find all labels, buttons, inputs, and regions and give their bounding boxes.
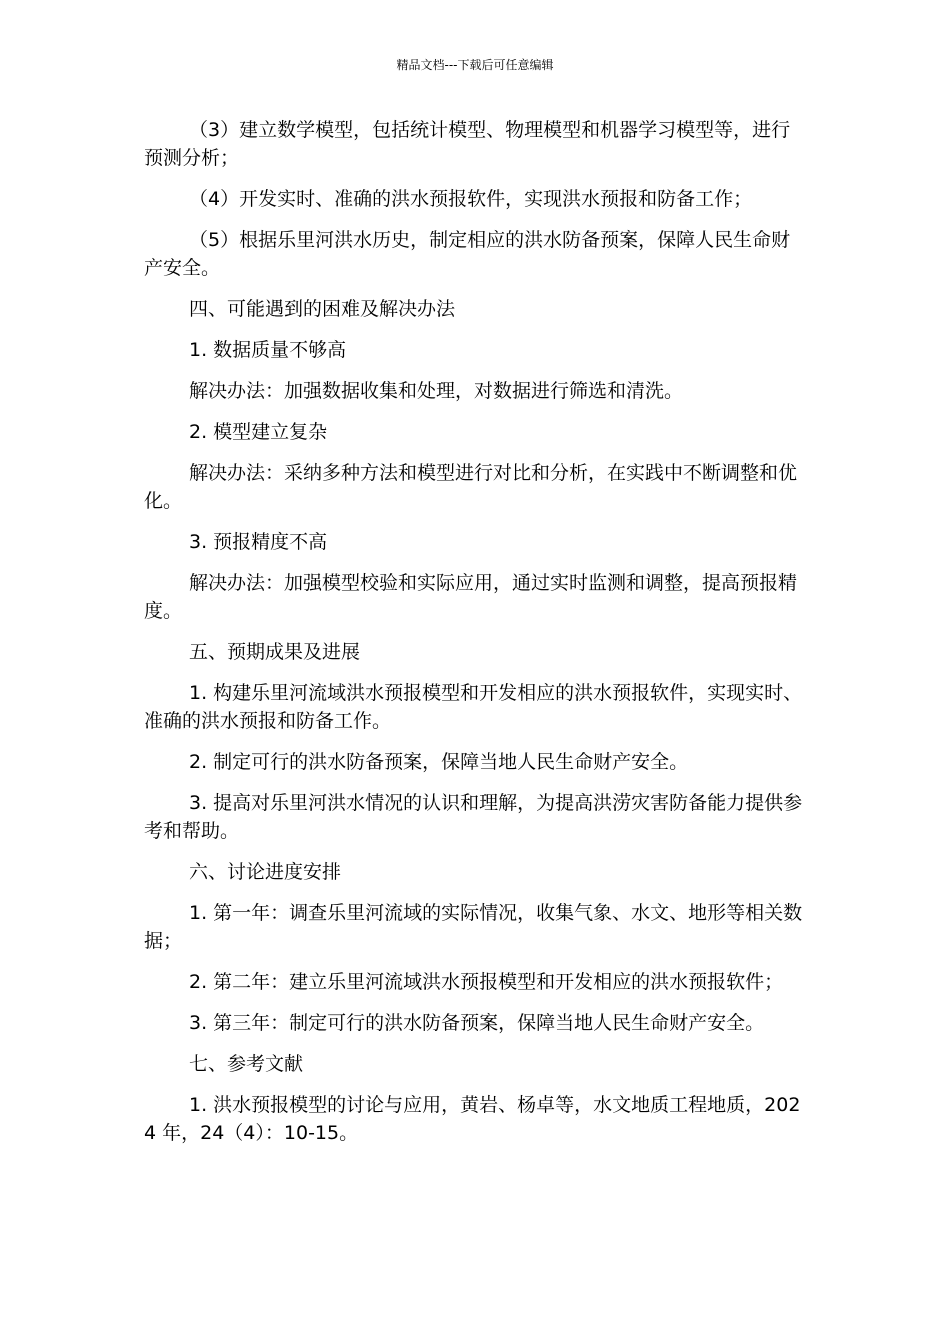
reference-1: 1. 洪水预报模型的讨论与应用，黄岩、杨卓等，水文地质工程地质，2024 年，24（4）：10-15。 (144, 1094, 801, 1144)
section-heading-difficulties: 四、可能遇到的困难及解决办法 (189, 298, 456, 320)
section-heading-references: 七、参考文献 (189, 1053, 304, 1075)
paragraph-goal-3: （3）建立数学模型，包括统计模型、物理模型和机器学习模型等，进行预测分析； (144, 119, 791, 169)
outcome-2: 2. 制定可行的洪水防备预案，保障当地人民生命财产安全。 (189, 751, 689, 773)
outcome-1: 1. 构建乐里河流域洪水预报模型和开发相应的洪水预报软件，实现实时、准确的洪水预报和防备工作。 (144, 682, 803, 732)
difficulty-1: 1. 数据质量不够高 (189, 339, 347, 361)
solution-1: 解决办法：加强数据收集和处理，对数据进行筛选和清洗。 (189, 380, 684, 402)
paragraph-goal-5: （5）根据乐里河洪水历史，制定相应的洪水防备预案，保障人民生命财产安全。 (144, 229, 791, 279)
schedule-year-1: 1. 第一年：调查乐里河流域的实际情况，收集气象、水文、地形等相关数据； (144, 902, 803, 952)
schedule-year-3: 3. 第三年：制定可行的洪水防备预案，保障当地人民生命财产安全。 (189, 1012, 765, 1034)
solution-3: 解决办法：加强模型校验和实际应用，通过实时监测和调整，提高预报精度。 (144, 572, 798, 622)
document-body (144, 116, 808, 1160)
section-heading-schedule: 六、讨论进度安排 (189, 861, 342, 883)
difficulty-3: 3. 预报精度不高 (189, 531, 328, 553)
difficulty-2: 2. 模型建立复杂 (189, 421, 328, 443)
paragraph-goal-4: （4）开发实时、准确的洪水预报软件，实现洪水预报和防备工作； (189, 188, 753, 210)
solution-2: 解决办法：采纳多种方法和模型进行对比和分析，在实践中不断调整和优化。 (144, 462, 798, 512)
outcome-3: 3. 提高对乐里河洪水情况的认识和理解，为提高洪涝灾害防备能力提供参考和帮助。 (144, 792, 803, 842)
schedule-year-2: 2. 第二年：建立乐里河流域洪水预报模型和开发相应的洪水预报软件； (189, 971, 784, 993)
page-header: 精品文档---下载后可任意编辑 (396, 58, 554, 72)
section-heading-outcomes: 五、预期成果及进展 (189, 641, 361, 663)
